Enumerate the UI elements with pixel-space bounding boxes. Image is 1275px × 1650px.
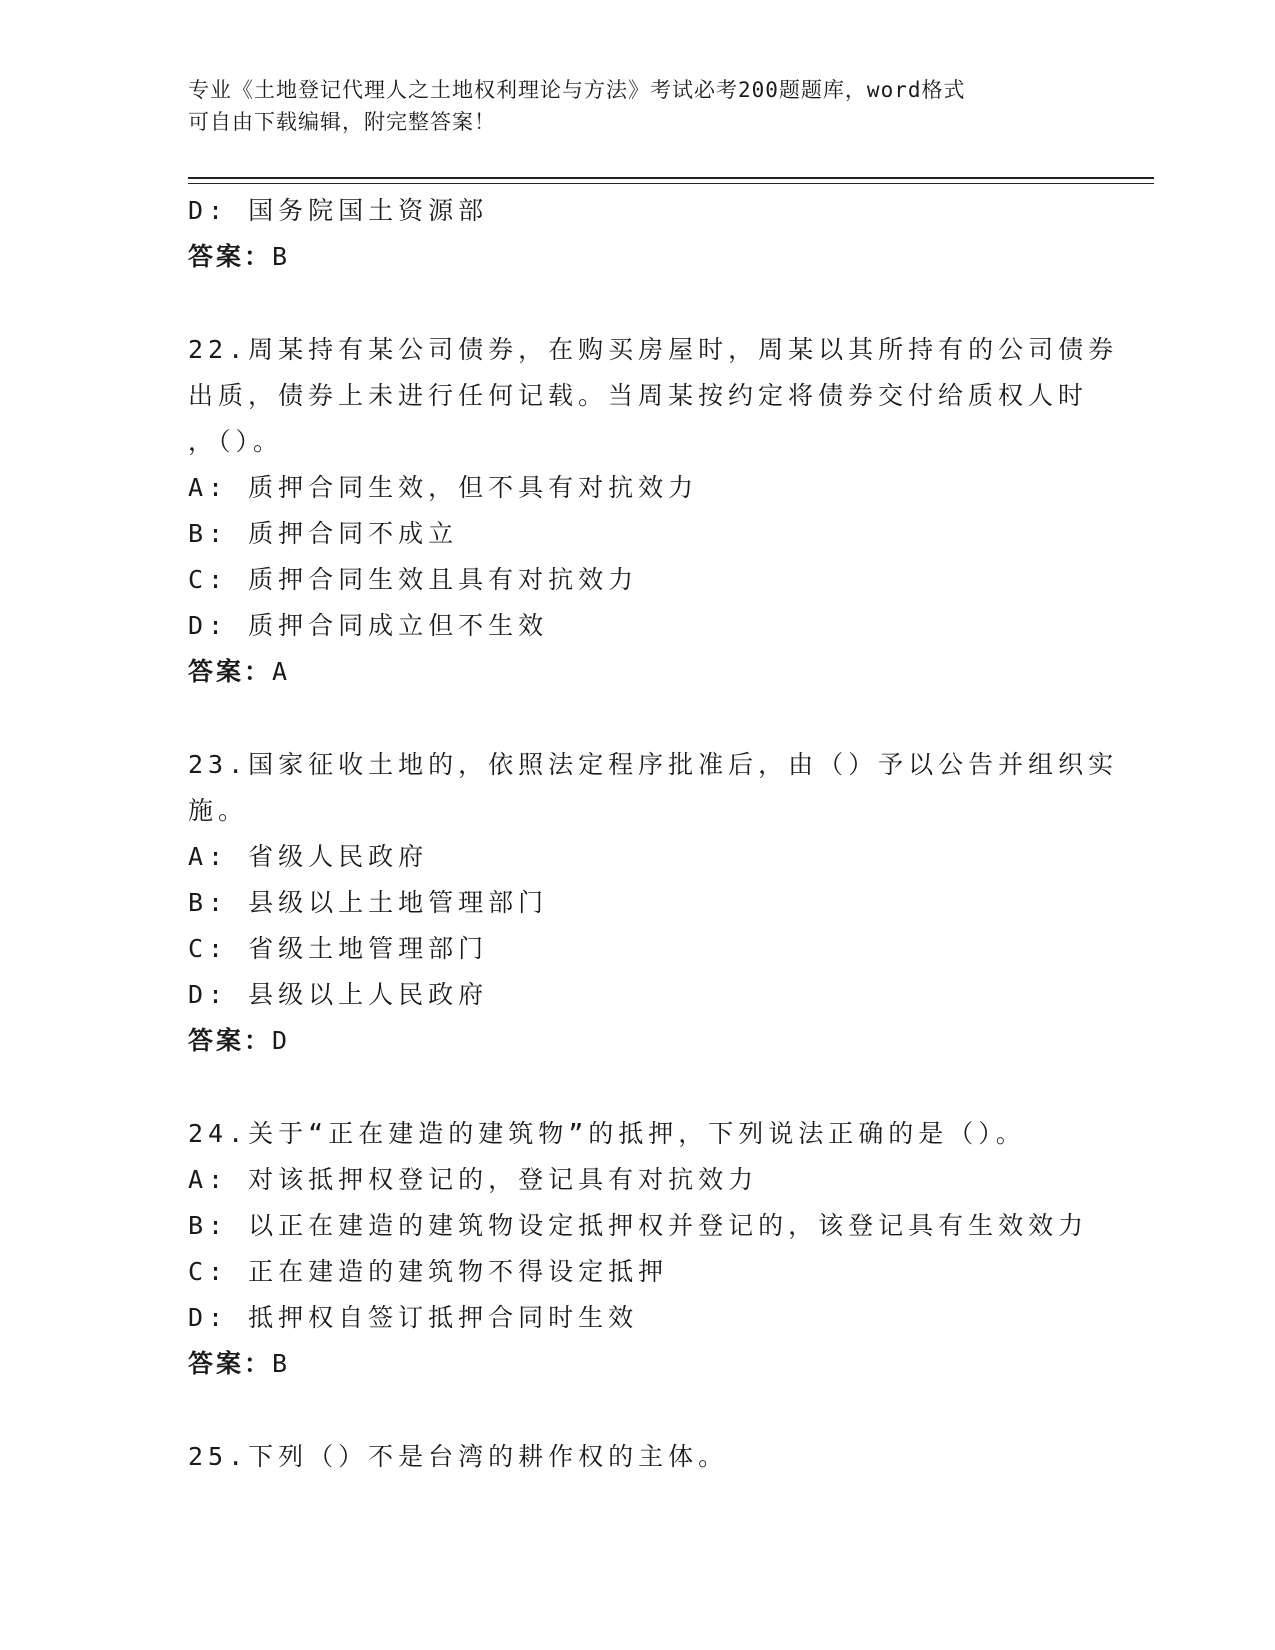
option-c: C: 质押合同生效且具有对抗效力 (188, 565, 639, 594)
question-block (188, 1111, 1148, 1387)
option-c: C: 正在建造的建筑物不得设定抵押 (188, 1257, 669, 1286)
question-block (188, 1434, 1148, 1480)
question-stem: 24.关于“正在建造的建筑物”的抵押，下列说法正确的是（）。 (188, 1119, 1026, 1148)
option-a: A: 对该抵押权登记的，登记具有对抗效力 (188, 1165, 759, 1194)
header-line-2: 可自由下载编辑，附完整答案！ (188, 110, 496, 134)
option-d: D: 国务院国土资源部 (188, 196, 489, 225)
header-line-1: 专业《土地登记代理人之土地权利理论与方法》考试必考200题题库，word格式 (188, 78, 966, 102)
question-gap (188, 280, 1148, 327)
option-a: A: 质押合同生效，但不具有对抗效力 (188, 473, 699, 502)
question-stem: 施。 (188, 796, 249, 825)
answer-label: 答案： (188, 657, 273, 686)
document-body (188, 188, 1148, 1480)
answer-value: A (272, 657, 291, 686)
question-gap (188, 1387, 1148, 1434)
header-divider (188, 177, 1154, 184)
option-d: D: 质押合同成立但不生效 (188, 611, 549, 640)
answer-line (188, 234, 1148, 280)
option-d: D: 县级以上人民政府 (188, 980, 489, 1009)
question-stem: ，（）。 (188, 427, 284, 456)
answer-value: D (272, 1026, 291, 1055)
answer-label: 答案： (188, 242, 273, 271)
answer-value: B (272, 242, 291, 271)
answer-line (188, 1018, 1148, 1064)
question-stem: 23.国家征收土地的，依照法定程序批准后，由（）予以公告并组织实 (188, 750, 1119, 779)
option-d: D: 抵押权自签订抵押合同时生效 (188, 1303, 639, 1332)
answer-label: 答案： (188, 1026, 273, 1055)
answer-line (188, 649, 1148, 695)
option-a: A: 省级人民政府 (188, 842, 429, 871)
option-b: B: 以正在建造的建筑物设定抵押权并登记的，该登记具有生效效力 (188, 1211, 1089, 1240)
question-stem: 25.下列（）不是台湾的耕作权的主体。 (188, 1442, 729, 1471)
answer-line (188, 1341, 1148, 1387)
answer-value: B (272, 1349, 291, 1378)
page-header (188, 74, 1088, 138)
option-b: B: 县级以上土地管理部门 (188, 888, 549, 917)
question-stem: 出质，债券上未进行任何记载。当周某按约定将债券交付给质权人时 (188, 381, 1089, 410)
question-stem: 22.周某持有某公司债券，在购买房屋时，周某以其所持有的公司债券 (188, 335, 1119, 364)
question-gap (188, 695, 1148, 742)
option-b: B: 质押合同不成立 (188, 519, 459, 548)
question-block (188, 327, 1148, 695)
question-gap (188, 1064, 1148, 1111)
question-block (188, 742, 1148, 1064)
option-c: C: 省级土地管理部门 (188, 934, 489, 963)
answer-label: 答案： (188, 1349, 273, 1378)
